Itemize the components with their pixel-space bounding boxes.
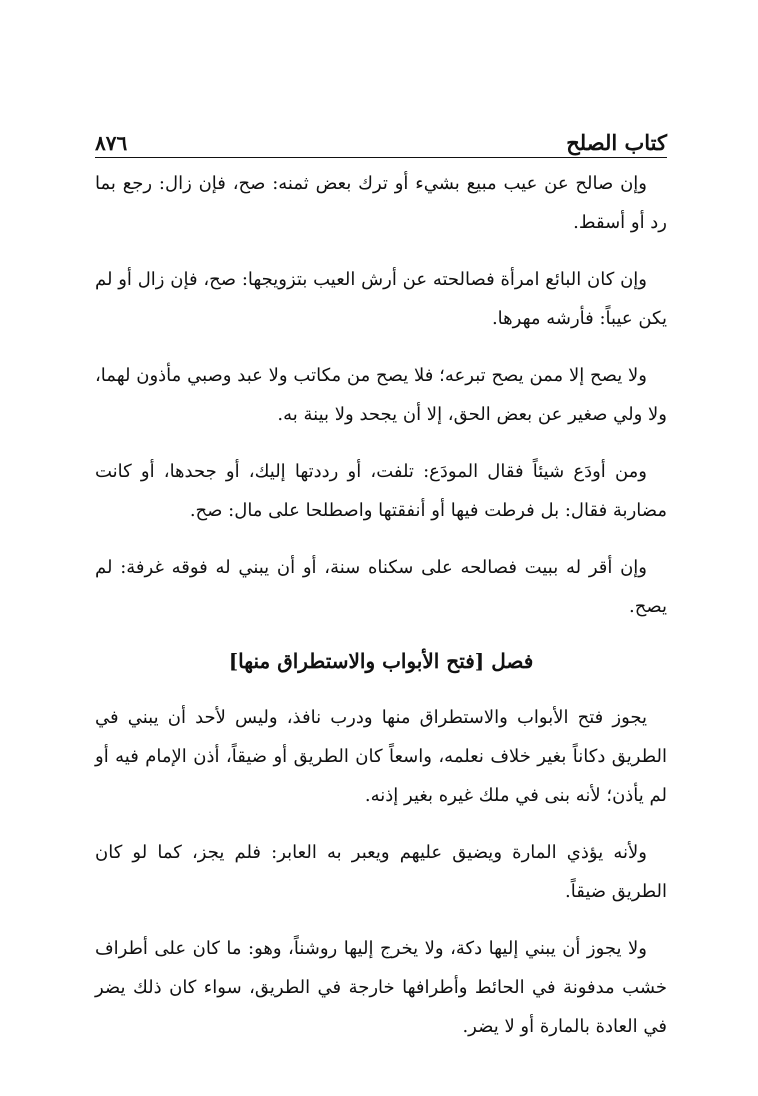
paragraph: ولأنه يؤذي المارة ويضيق عليهم ويعبر به العابر: فلم يجز، كما لو كان الطريق ضيقاً.: [95, 842, 667, 902]
page-body: [95, 164, 667, 1046]
section-heading: فصل [فتح الأبواب والاستطراق منها]: [228, 649, 534, 673]
paragraph: ولا يصح إلا ممن يصح تبرعه؛ فلا يصح من مكاتب ولا عبد وصبي مأذون لهما، ولا ولي صغير عن بعض الحق، إلا أن يجحد ولا بينة به.: [95, 365, 667, 425]
book-page: [95, 125, 667, 1064]
paragraph: ولا يجوز أن يبني إليها دكة، ولا يخرج إليها روشناً، وهو: ما كان على أطراف خشب مدفونة في الحائط وأطرافها خارجة في الطريق، سواء كان ذلك يضر في العادة بالمارة أو لا يضر.: [95, 938, 667, 1037]
running-title: كتاب الصلح: [566, 130, 667, 155]
paragraph: يجوز فتح الأبواب والاستطراق منها ودرب نافذ، وليس لأحد أن يبني في الطريق دكاناً بغير خلاف نعلمه، واسعاً كان الطريق أو ضيقاً، أذن الإمام فيه أو لم يأذن؛ لأنه بنى في ملك غيره بغير إذنه.: [95, 707, 667, 806]
paragraph: وإن صالح عن عيب مبيع بشيء أو ترك بعض ثمنه: صح، فإن زال: رجع بما رد أو أسقط.: [95, 173, 667, 233]
paragraph: ومن أودَع شيئاً فقال المودَع: تلفت، أو رددتها إليك، أو جحدها، أو كانت مضاربة فقال: بل فرطت فيها أو أنفقتها واصطلحا على مال: صح.: [95, 461, 667, 521]
paragraph: وإن أقر له ببيت فصالحه على سكناه سنة، أو أن يبني له فوقه غرفة: لم يصح.: [95, 557, 667, 617]
page-header: [95, 125, 667, 158]
page-number: ٨٧٦: [95, 131, 128, 155]
paragraph: وإن كان البائع امرأة فصالحته عن أرش العيب بتزويجها: صح، فإن زال أو لم يكن عيباً: فأرشه مهرها.: [95, 269, 667, 329]
